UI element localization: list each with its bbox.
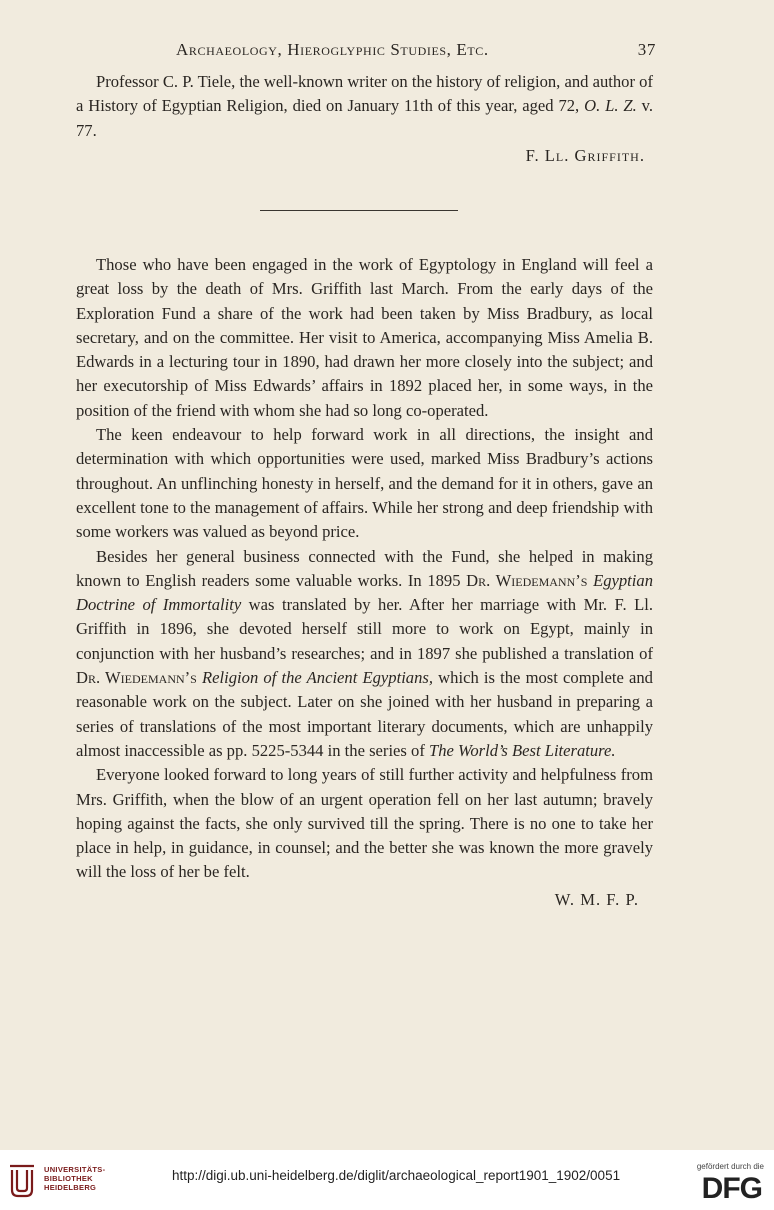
running-title: Archaeology, Hieroglyphic Studies, Etc. xyxy=(176,40,489,59)
notice-text: Professor C. P. Tiele, the well-known writer on the history of religion, and author of a History of Egyptian Religion, died on January 11th of this year, aged 72, xyxy=(76,72,653,116)
obituary-paragraph-1: Those who have been engaged in the work of Egyptology in England will feel a great loss by the death of Mrs. Griffith last March. From the early days of the Exploration Fund a share of the work had been taken by Miss Bradbury, as local secretary, and on the committee. Her visit to America, accompanying Miss Amelia B. Edwards in a lecturing tour in 1890, had drawn her more closely into the subject; and her executorship of Miss Edwards’ affairs in 1892 placed her, in some ways, in the position of the friend with whom she had so long co-operated. xyxy=(76,255,653,420)
university-library-logo-icon xyxy=(8,1162,36,1200)
signature-griffith: F. Ll. Griffith. xyxy=(525,145,645,165)
signature-wmfp: W. M. F. P. xyxy=(554,889,639,909)
obituary-paragraph-4: Everyone looked forward to long years of still further activity and helpfulness from Mrs. Griffith, when the blow of an urgent operation fell on her last autumn; bravely hoping against the facts, she only survived till the spring. There is no one to take her place in help, in guidance, in counsel; and the better she was known the more gravely will the loss of her be felt. xyxy=(76,765,653,882)
text-run: Besides her general business connected with the Fund, she helped in making known to English readers some valuable works. In 1895 xyxy=(76,546,653,590)
university-line: UNIVERSITÄTS- xyxy=(44,1165,106,1174)
book-title: The World’s Best Literature. xyxy=(429,740,616,760)
book-title: Religion of the Ancient Egyptians, xyxy=(202,668,434,688)
page-number: 37 xyxy=(637,40,656,59)
university-line: BIBLIOTHEK xyxy=(44,1174,93,1183)
source-url-link[interactable]: http://digi.ub.uni-heidelberg.de/diglit/archaeological_report1901_1902/0051 xyxy=(172,1168,621,1183)
obituary-paragraph-2: The keen endeavour to help forward work in all directions, the insight and determination with which opportunities were used, marked Miss Bradbury’s actions throughout. An unflinching honesty in herself, and the demand for it in others, gave an excellent tone to the management of affairs. While her strong and deep friendship with some workers was valued as beyond price. xyxy=(76,425,653,542)
digitization-footer xyxy=(0,1150,774,1210)
dfg-logo: DFG xyxy=(701,1172,762,1205)
section-divider xyxy=(260,210,458,211)
notice-tiele xyxy=(76,70,653,168)
funding-caption: gefördert durch die xyxy=(696,1162,764,1171)
university-library-name xyxy=(44,1165,105,1192)
obituary-bradbury xyxy=(76,253,653,912)
obituary-paragraph-3 xyxy=(76,545,653,764)
notice-reference: O. L. Z. xyxy=(584,96,637,116)
author-name: Dr. Wiedemann’s xyxy=(76,668,197,688)
notice-paragraph xyxy=(76,70,653,143)
notice-reference-tail: v. 77. xyxy=(76,96,653,140)
text-run: was translated by her. After her marriage with Mr. F. Ll. Griffith in 1896, she devoted herself still more to work on Egypt, mainly in conjunction with her husband’s researches; and in 1897 she published a translation of xyxy=(76,595,653,663)
university-line: HEIDELBERG xyxy=(44,1183,97,1192)
running-header xyxy=(76,40,656,64)
text-run: which is the most complete and reasonable work on the subject. Later on she joined with her husband in preparing a series of translations of the most important literary documents, which are unhappily almost inaccessible as pp. 5225-5344 in the series of xyxy=(76,668,653,760)
book-title: Egyptian Doctrine of Immortality xyxy=(76,570,653,615)
author-name: Dr. Wiedemann’s xyxy=(466,570,588,590)
